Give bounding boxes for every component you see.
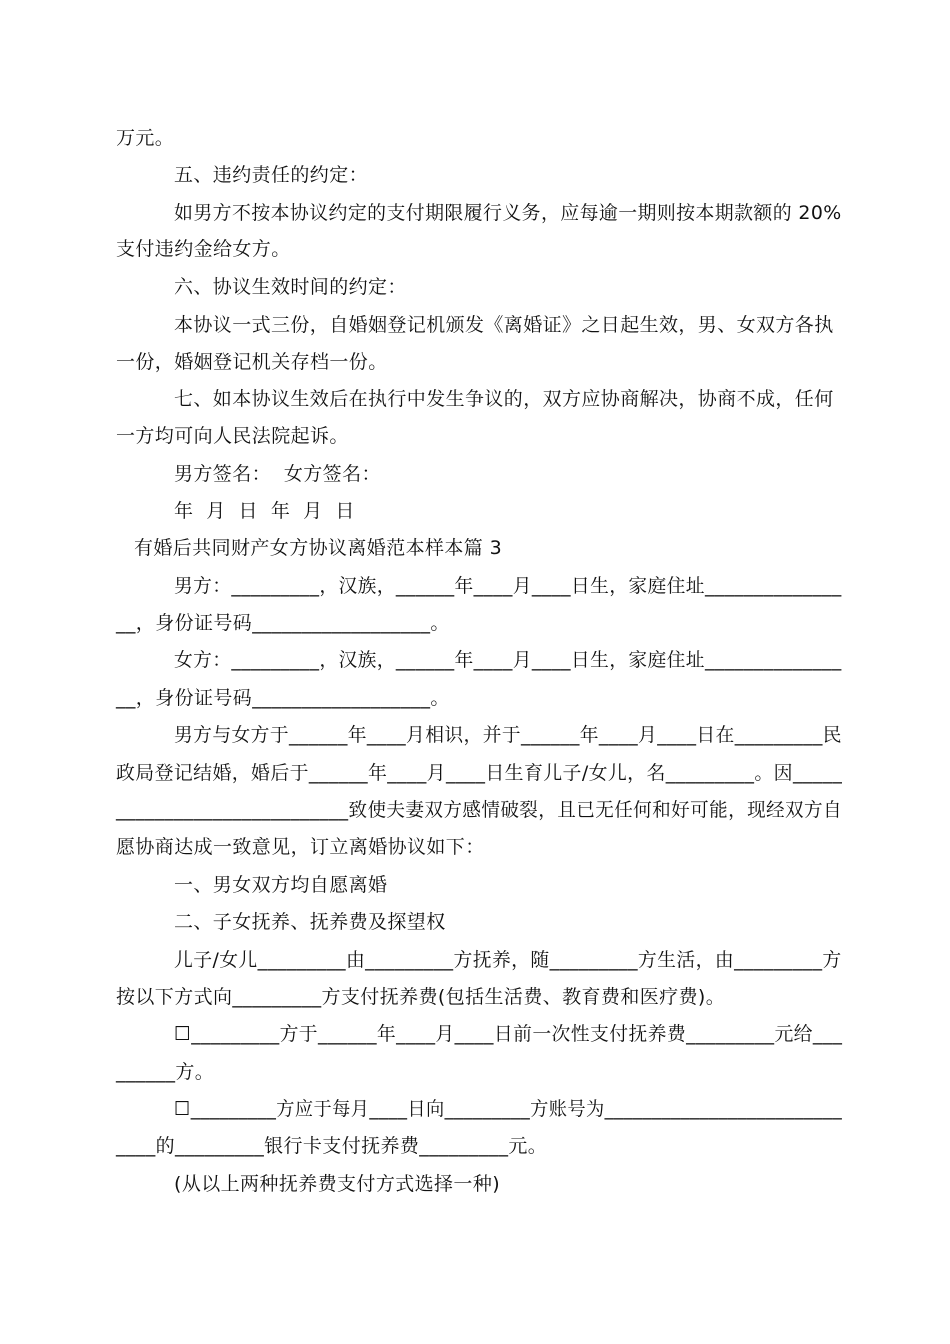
checkbox-option-line: ☐_________方于______年____月____日前一次性支付抚养费_________元给___: [174, 1023, 843, 1045]
text-line: __，身份证号码__________________。: [116, 612, 450, 634]
document-title: 有婚后共同财产女方协议离婚范本样本篇 3: [134, 537, 503, 559]
text-line: 儿子/女儿_________由_________方抚养，随_________方生活，由_________方: [174, 949, 842, 971]
text-line: ______方。: [116, 1061, 215, 1083]
text-line: 女方：_________，汉族，______年____月____日生，家庭住址______________: [174, 649, 842, 671]
text-line: 男方：_________，汉族，______年____月____日生，家庭住址______________: [174, 575, 842, 597]
text-line: 政局登记结婚，婚后于______年____月____日生育儿子/女儿，名_________。因_____: [116, 762, 843, 784]
text-line: 如男方不按本协议约定的支付期限履行义务，应每逾一期则按本期款额的 20%: [174, 202, 842, 224]
text-line: 男方与女方于______年____月相识，并于______年____月____日在_________民: [174, 724, 842, 746]
text-line: 一份，婚姻登记机关存档一份。: [116, 351, 388, 373]
text-line: 万元。: [116, 127, 175, 149]
section-heading: 六、协议生效时间的约定：: [174, 276, 407, 298]
date-line: 年 月 日 年 月 日: [174, 500, 355, 522]
note-line: (从以上两种抚养费支付方式选择一种): [174, 1173, 501, 1195]
text-line: ________________________致使夫妻双方感情破裂，且已无任何和好可能，现经双方自: [116, 799, 842, 821]
checkbox-option-line: ☐_________方应于每月____日向_________方账号为_________________________: [174, 1098, 843, 1120]
section-heading: 二、子女抚养、抚养费及探望权: [174, 911, 446, 933]
text-line: 愿协商达成一致意见，订立离婚协议如下：: [116, 836, 485, 858]
text-line: 按以下方式向_________方支付抚养费(包括生活费、教育费和医疗费)。: [116, 986, 726, 1008]
text-line: 一方均可向人民法院起诉。: [116, 425, 349, 447]
signature-line: 男方签名： 女方签名：: [174, 463, 381, 485]
text-line: __，身份证号码__________________。: [116, 687, 450, 709]
text-line: ____的_________银行卡支付抚养费_________元。: [116, 1135, 548, 1157]
section-heading: 五、违约责任的约定：: [174, 164, 369, 186]
section-heading: 七、如本协议生效后在执行中发生争议的，双方应协商解决，协商不成，任何: [174, 388, 834, 410]
section-heading: 一、男女双方均自愿离婚: [174, 874, 388, 896]
text-line: 支付违约金给女方。: [116, 238, 291, 260]
text-line: 本协议一式三份，自婚姻登记机颁发《离婚证》之日起生效，男、女双方各执: [174, 314, 834, 336]
